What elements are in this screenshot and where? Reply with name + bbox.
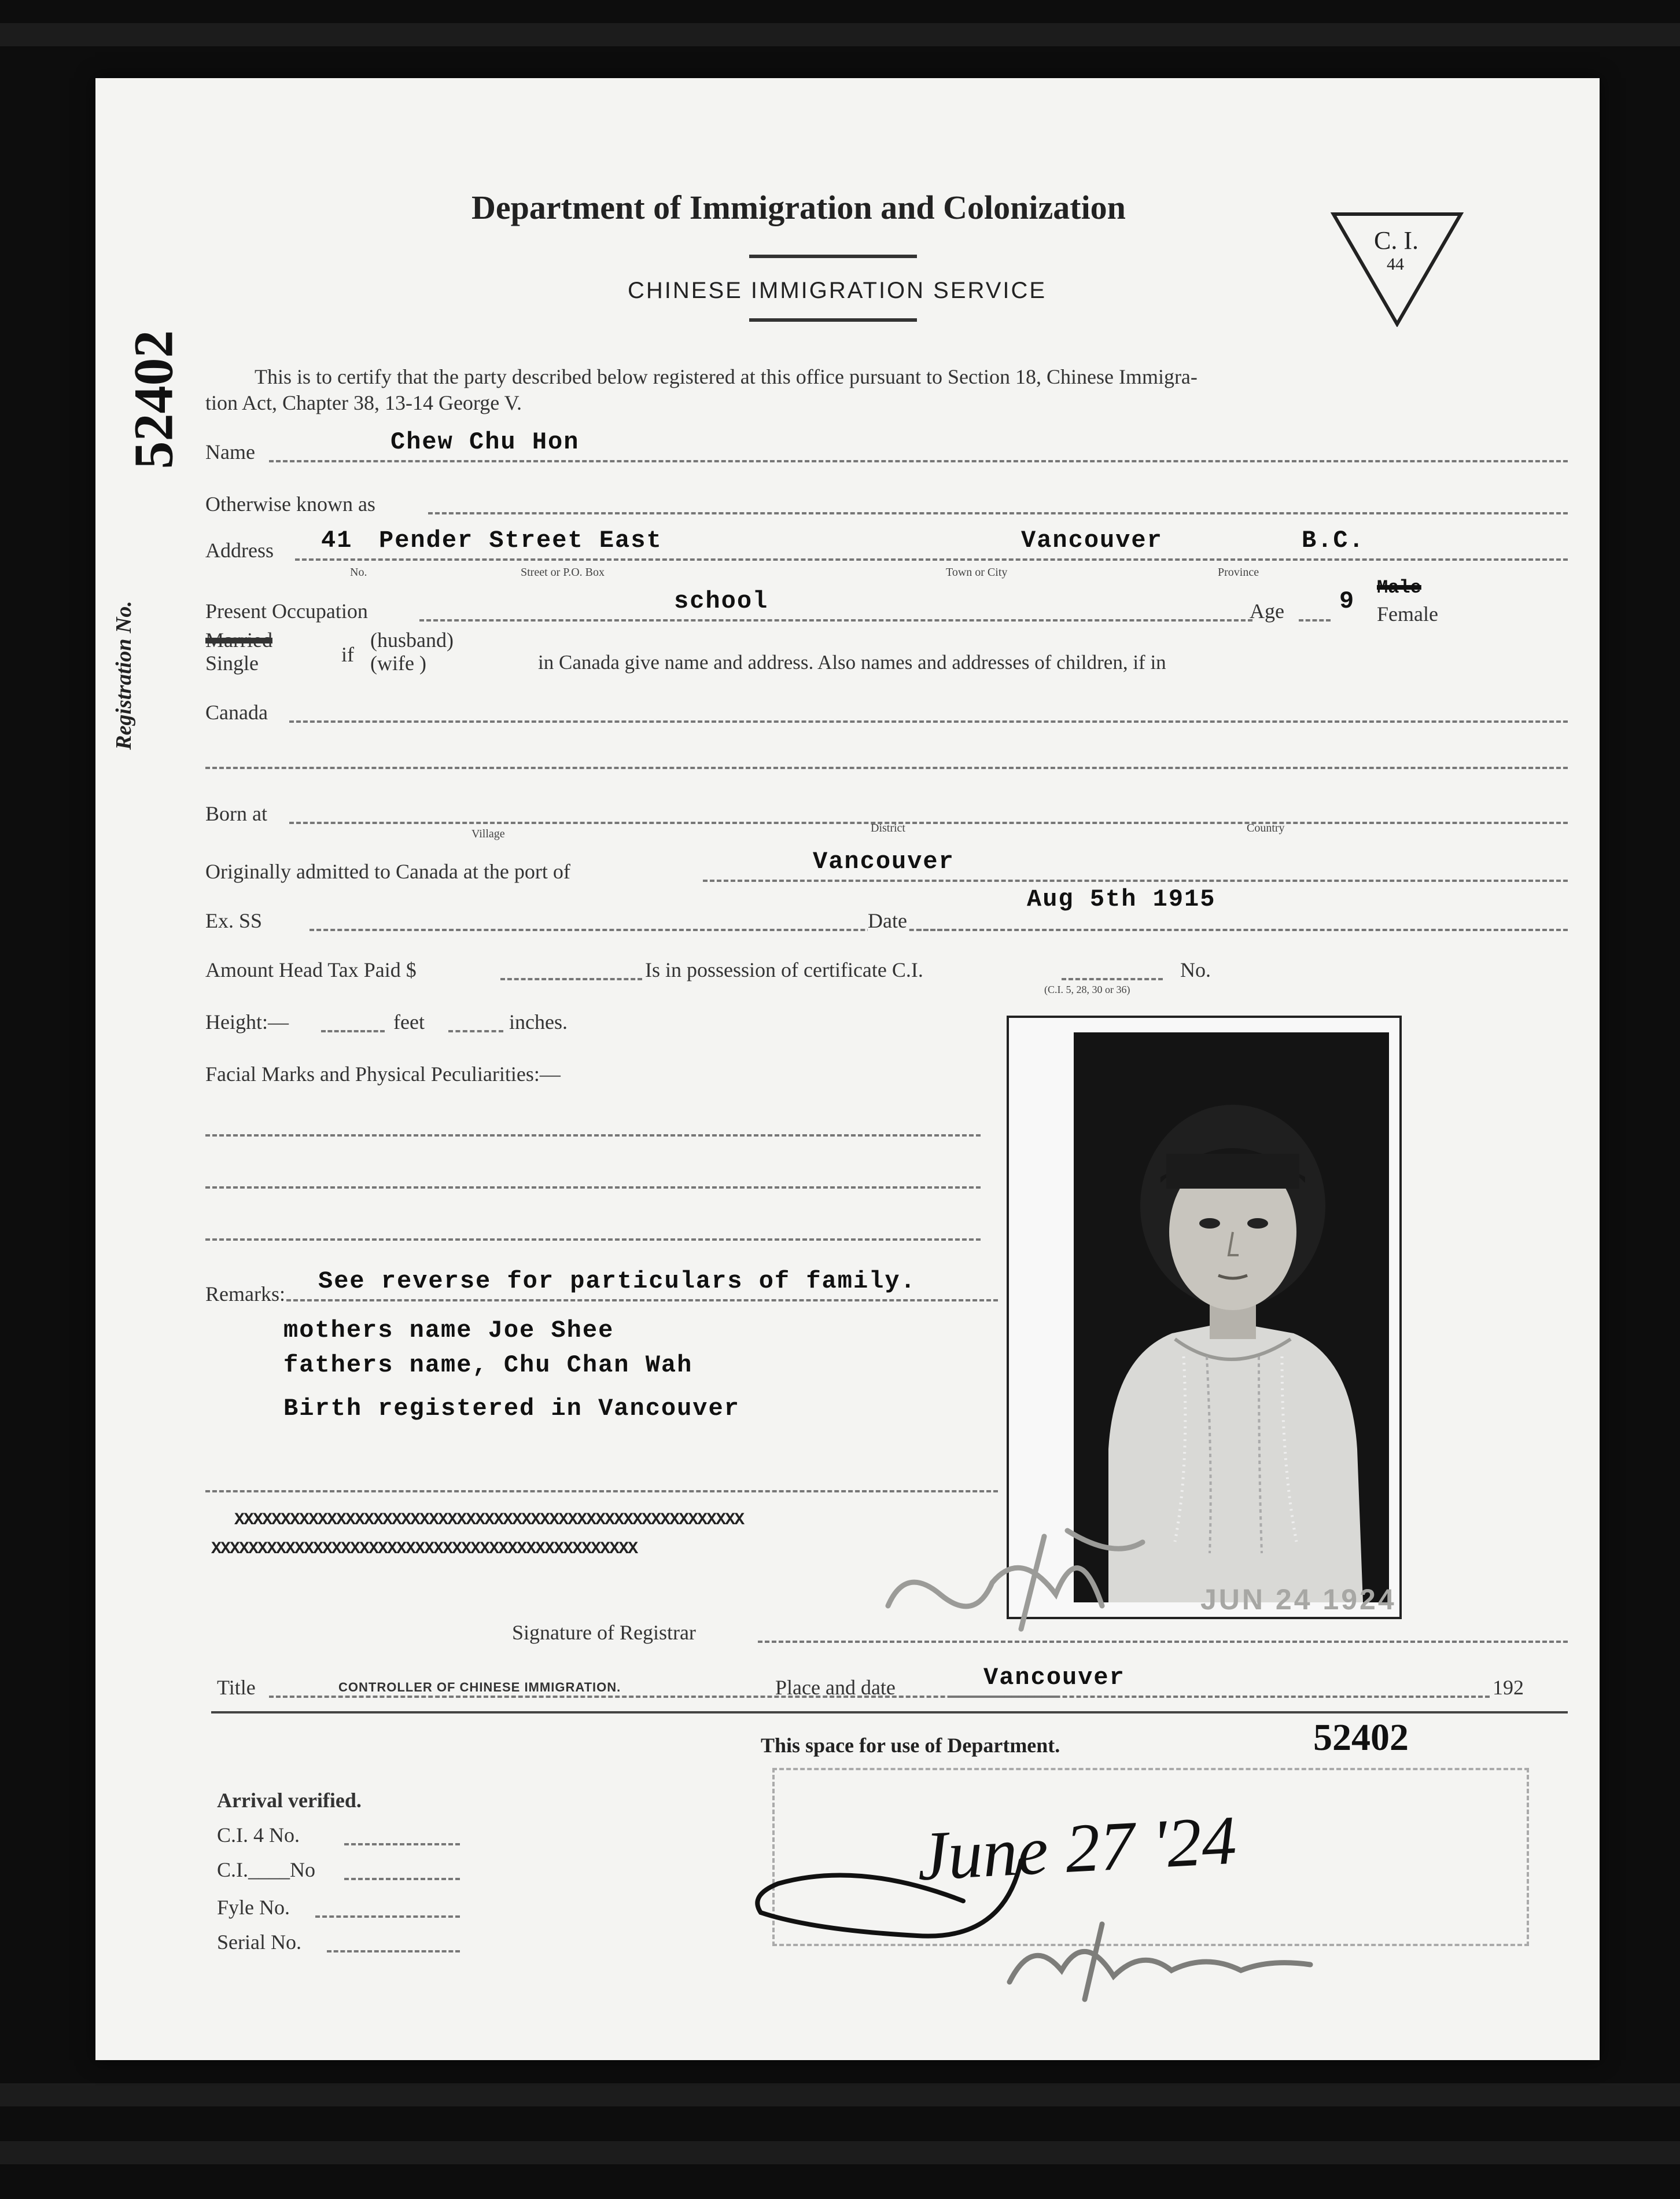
- place-line: [952, 1696, 1490, 1698]
- certify-text-1: This is to certify that the party described below registered at this office pursuant to Section 18, Chinese Immigra-: [255, 365, 1198, 388]
- serial-line: [327, 1950, 460, 1952]
- married-struck: Married: [205, 628, 272, 652]
- height-label: Height:—: [205, 1010, 289, 1034]
- sex-value: Female: [1377, 602, 1438, 626]
- remarks-line-3: fathers name, Chu Chan Wah: [283, 1351, 693, 1379]
- struck-line-1: XXXXXXXXXXXXXXXXXXXXXXXXXXXXXXXXXXXXXXXXXXXXXXXXXXXXXXX: [234, 1510, 744, 1530]
- address-sub-province: Province: [1218, 566, 1259, 579]
- place-date-label: Place and date: [775, 1676, 896, 1699]
- certify-text-2: tion Act, Chapter 38, 13-14 George V.: [205, 391, 522, 414]
- fyle-line: [315, 1915, 460, 1918]
- name-value: Chew Chu Hon: [390, 428, 580, 456]
- born-sub-country: Country: [1247, 822, 1285, 834]
- exss-line: [310, 929, 949, 931]
- address-line: [295, 558, 1568, 561]
- address-number: 41: [321, 527, 353, 554]
- sex-struck: Male: [1377, 577, 1421, 598]
- in-canada-text: in Canada give name and address. Also names and addresses of children, if in: [538, 651, 1166, 674]
- feet-line: [321, 1030, 385, 1032]
- headtax-label: Amount Head Tax Paid $: [205, 958, 417, 981]
- title-value: CONTROLLER OF CHINESE IMMIGRATION.: [338, 1680, 621, 1694]
- age-line: [1299, 619, 1331, 622]
- admitted-line: [703, 880, 1568, 882]
- arrival-verified: Arrival verified.: [217, 1789, 362, 1812]
- date-label: Date: [868, 909, 907, 932]
- address-sub-city: Town or City: [946, 566, 1008, 579]
- canada-line-1: [289, 720, 1568, 723]
- single-label: Single: [205, 652, 259, 675]
- form-id-number: 44: [1387, 255, 1404, 274]
- name-label: Name: [205, 440, 255, 464]
- date-line: [917, 929, 1568, 931]
- possession-line: [1062, 978, 1163, 980]
- address-sub-no: No.: [350, 566, 367, 579]
- footer-rule: [211, 1711, 1568, 1713]
- wife-label: (wife ): [370, 652, 426, 675]
- title-label: Title: [217, 1676, 256, 1699]
- occupation-label: Present Occupation: [205, 600, 368, 623]
- serial-no: Serial No.: [217, 1930, 301, 1954]
- possession-label: Is in possession of certificate C.I.: [645, 958, 923, 981]
- admitted-value: Vancouver: [813, 848, 955, 876]
- born-sub-district: District: [871, 822, 905, 834]
- canada-line-2: [205, 767, 1568, 769]
- certificate-document: [95, 78, 1600, 2060]
- born-label: Born at: [205, 802, 267, 825]
- admitted-label: Originally admitted to Canada at the port of: [205, 860, 570, 883]
- remarks-line-1: See reverse for particulars of family.: [318, 1267, 916, 1295]
- otherwise-line: [428, 512, 1568, 514]
- form-id-ci: C. I.: [1374, 226, 1419, 255]
- ci-no: C.I.____No: [217, 1858, 315, 1881]
- name-line: [269, 460, 1568, 462]
- facial-label: Facial Marks and Physical Peculiarities:—: [205, 1062, 561, 1086]
- ci4-line: [344, 1843, 460, 1845]
- address-street: Pender Street East: [379, 527, 662, 554]
- struck-line-2: XXXXXXXXXXXXXXXXXXXXXXXXXXXXXXXXXXXXXXXXXXXXXX: [211, 1539, 638, 1559]
- registration-label-vertical: Registration No.: [111, 601, 136, 750]
- born-line: [289, 822, 1568, 824]
- registration-number-bottom: 52402: [1313, 1716, 1409, 1759]
- facial-line-1: [205, 1134, 981, 1137]
- cert-no-label: No.: [1180, 958, 1211, 981]
- department-signature: [998, 1913, 1322, 2005]
- age-label: Age: [1250, 600, 1284, 623]
- remarks-line-2: mothers name Joe Shee: [283, 1317, 614, 1344]
- born-sub-village: Village: [471, 828, 505, 840]
- header-rule-top: [749, 255, 917, 258]
- remarks-dots-5: [205, 1490, 998, 1492]
- department-title: Department of Immigration and Colonization: [471, 189, 1126, 226]
- signature-line: [758, 1641, 1568, 1643]
- ci-sub-label: (C.I. 5, 28, 30 or 36): [1044, 984, 1130, 995]
- date-stamp: JUN 24 1924: [1200, 1583, 1397, 1616]
- registrar-signature: [871, 1513, 1171, 1646]
- ci-line: [344, 1878, 460, 1880]
- exss-label: Ex. SS: [205, 909, 263, 932]
- remarks-label: Remarks:: [205, 1282, 285, 1306]
- address-label: Address: [205, 539, 274, 562]
- fyle-no: Fyle No.: [217, 1896, 290, 1919]
- address-province: B.C.: [1302, 527, 1365, 554]
- inches-line: [448, 1030, 503, 1032]
- place-value: Vancouver: [983, 1664, 1125, 1691]
- registration-number-vertical: 52402: [122, 330, 185, 469]
- remarks-line-4: Birth registered in Vancouver: [283, 1395, 740, 1422]
- otherwise-label: Otherwise known as: [205, 492, 375, 516]
- facial-line-3: [205, 1238, 981, 1241]
- handwritten-flourish: [743, 1849, 1033, 1953]
- facial-line-2: [205, 1186, 981, 1189]
- signature-label: Signature of Registrar: [512, 1621, 696, 1644]
- feet-label: feet: [393, 1010, 425, 1034]
- title-line: [269, 1696, 1056, 1698]
- age-value: 9: [1339, 587, 1355, 615]
- headtax-line: [500, 978, 642, 980]
- year-suffix: 192: [1493, 1676, 1524, 1699]
- inches-label: inches.: [509, 1010, 568, 1034]
- occupation-value: school: [674, 587, 769, 615]
- address-sub-street: Street or P.O. Box: [521, 566, 605, 579]
- if-label: if: [341, 643, 354, 666]
- service-title: CHINESE IMMIGRATION SERVICE: [628, 278, 1047, 303]
- remarks-dots-1: [286, 1299, 998, 1301]
- header-rule-bottom: [749, 318, 917, 322]
- husband-label: (husband): [370, 628, 454, 652]
- handwritten-date: June 27 '24: [915, 1801, 1239, 1895]
- occupation-line: [419, 619, 1252, 622]
- canada-label: Canada: [205, 701, 268, 724]
- address-city: Vancouver: [1021, 527, 1163, 554]
- date-value: Aug 5th 1915: [1027, 885, 1216, 913]
- ci4-no: C.I. 4 No.: [217, 1823, 300, 1847]
- department-space-heading: This space for use of Department.: [761, 1734, 1060, 1757]
